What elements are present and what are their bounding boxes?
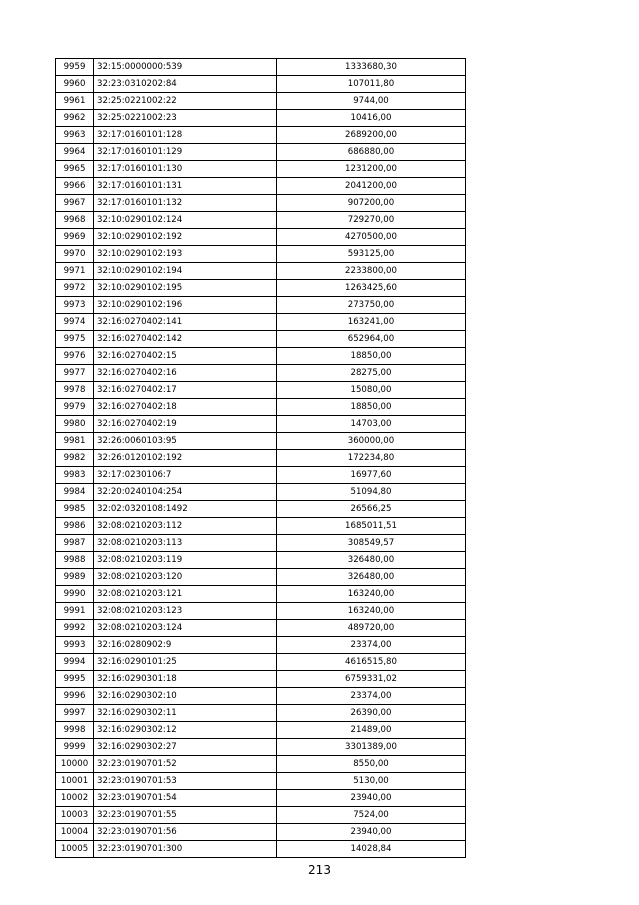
value-cell: 10416,00 <box>277 110 466 127</box>
value-cell: 6759331,02 <box>277 671 466 688</box>
cadastral-number-cell: 32:25:0221002:23 <box>94 110 277 127</box>
cadastral-number-cell: 32:23:0190701:300 <box>94 841 277 858</box>
table-row <box>56 756 466 773</box>
cadastral-number-cell: 32:08:0210203:119 <box>94 552 277 569</box>
cadastral-number-cell: 32:16:0290301:18 <box>94 671 277 688</box>
cadastral-number-cell: 32:16:0290302:27 <box>94 739 277 756</box>
table-row <box>56 416 466 433</box>
cadastral-number-cell: 32:23:0190701:54 <box>94 790 277 807</box>
value-cell: 172234,80 <box>277 450 466 467</box>
value-cell: 1685011,51 <box>277 518 466 535</box>
cadastral-number-cell: 32:16:0290302:12 <box>94 722 277 739</box>
page-number: 213 <box>308 863 331 877</box>
table-row <box>56 263 466 280</box>
row-number-cell: 9982 <box>56 450 94 467</box>
cadastral-number-cell: 32:16:0270402:141 <box>94 314 277 331</box>
cadastral-number-cell: 32:23:0190701:55 <box>94 807 277 824</box>
table-row <box>56 637 466 654</box>
cadastral-number-cell: 32:17:0160101:128 <box>94 127 277 144</box>
cadastral-number-cell: 32:08:0210203:121 <box>94 586 277 603</box>
row-number-cell: 9980 <box>56 416 94 433</box>
row-number-cell: 10003 <box>56 807 94 824</box>
row-number-cell: 9974 <box>56 314 94 331</box>
row-number-cell: 9967 <box>56 195 94 212</box>
cadastral-number-cell: 32:17:0160101:132 <box>94 195 277 212</box>
row-number-cell: 9985 <box>56 501 94 518</box>
table-row <box>56 246 466 263</box>
cadastral-number-cell: 32:23:0190701:52 <box>94 756 277 773</box>
value-cell: 2041200,00 <box>277 178 466 195</box>
row-number-cell: 9997 <box>56 705 94 722</box>
row-number-cell: 9963 <box>56 127 94 144</box>
table-row <box>56 127 466 144</box>
value-cell: 273750,00 <box>277 297 466 314</box>
value-cell: 360000,00 <box>277 433 466 450</box>
value-cell: 686880,00 <box>277 144 466 161</box>
value-cell: 1231200,00 <box>277 161 466 178</box>
cadastral-number-cell: 32:17:0160101:130 <box>94 161 277 178</box>
row-number-cell: 9979 <box>56 399 94 416</box>
row-number-cell: 9984 <box>56 484 94 501</box>
row-number-cell: 9986 <box>56 518 94 535</box>
cadastral-number-cell: 32:20:0240104:254 <box>94 484 277 501</box>
table-row <box>56 144 466 161</box>
table-body <box>56 59 466 858</box>
row-number-cell: 9975 <box>56 331 94 348</box>
table-row <box>56 76 466 93</box>
row-number-cell: 9960 <box>56 76 94 93</box>
cadastral-number-cell: 32:10:0290102:124 <box>94 212 277 229</box>
row-number-cell: 9994 <box>56 654 94 671</box>
value-cell: 14028,84 <box>277 841 466 858</box>
table-row <box>56 161 466 178</box>
value-cell: 5130,00 <box>277 773 466 790</box>
value-cell: 163241,00 <box>277 314 466 331</box>
row-number-cell: 9981 <box>56 433 94 450</box>
value-cell: 23374,00 <box>277 688 466 705</box>
table-row <box>56 314 466 331</box>
row-number-cell: 9987 <box>56 535 94 552</box>
value-cell: 7524,00 <box>277 807 466 824</box>
cadastral-number-cell: 32:23:0190701:56 <box>94 824 277 841</box>
cadastral-number-cell: 32:16:0290302:10 <box>94 688 277 705</box>
cadastral-number-cell: 32:16:0290101:25 <box>94 654 277 671</box>
value-cell: 9744,00 <box>277 93 466 110</box>
table-row <box>56 229 466 246</box>
table-row <box>56 569 466 586</box>
row-number-cell: 10000 <box>56 756 94 773</box>
table-row <box>56 399 466 416</box>
table-row <box>56 773 466 790</box>
row-number-cell: 9971 <box>56 263 94 280</box>
cadastral-number-cell: 32:08:0210203:112 <box>94 518 277 535</box>
value-cell: 907200,00 <box>277 195 466 212</box>
row-number-cell: 9990 <box>56 586 94 603</box>
value-cell: 28275,00 <box>277 365 466 382</box>
cadastral-number-cell: 32:25:0221002:22 <box>94 93 277 110</box>
value-cell: 326480,00 <box>277 552 466 569</box>
value-cell: 23940,00 <box>277 824 466 841</box>
table-row <box>56 824 466 841</box>
row-number-cell: 9999 <box>56 739 94 756</box>
table-row <box>56 331 466 348</box>
value-cell: 593125,00 <box>277 246 466 263</box>
value-cell: 16977,60 <box>277 467 466 484</box>
cadastral-number-cell: 32:26:0060103:95 <box>94 433 277 450</box>
table-row <box>56 535 466 552</box>
table-row <box>56 280 466 297</box>
value-cell: 23374,00 <box>277 637 466 654</box>
table-row <box>56 178 466 195</box>
row-number-cell: 9977 <box>56 365 94 382</box>
value-cell: 26566,25 <box>277 501 466 518</box>
table-row <box>56 671 466 688</box>
cadastral-number-cell: 32:10:0290102:192 <box>94 229 277 246</box>
cadastral-number-cell: 32:17:0160101:131 <box>94 178 277 195</box>
row-number-cell: 9991 <box>56 603 94 620</box>
table-row <box>56 450 466 467</box>
row-number-cell: 9968 <box>56 212 94 229</box>
row-number-cell: 9962 <box>56 110 94 127</box>
table-row <box>56 739 466 756</box>
table-row <box>56 110 466 127</box>
cadastral-number-cell: 32:08:0210203:124 <box>94 620 277 637</box>
cadastral-number-cell: 32:10:0290102:194 <box>94 263 277 280</box>
row-number-cell: 9961 <box>56 93 94 110</box>
table-row <box>56 297 466 314</box>
cadastral-number-cell: 32:16:0270402:19 <box>94 416 277 433</box>
value-cell: 1333680,30 <box>277 59 466 76</box>
value-cell: 326480,00 <box>277 569 466 586</box>
table-row <box>56 501 466 518</box>
cadastral-number-cell: 32:10:0290102:193 <box>94 246 277 263</box>
row-number-cell: 9964 <box>56 144 94 161</box>
table-row <box>56 518 466 535</box>
cadastral-number-cell: 32:26:0120102:192 <box>94 450 277 467</box>
table-row <box>56 722 466 739</box>
value-cell: 163240,00 <box>277 603 466 620</box>
value-cell: 163240,00 <box>277 586 466 603</box>
cadastral-number-cell: 32:23:0190701:53 <box>94 773 277 790</box>
table-row <box>56 552 466 569</box>
value-cell: 8550,00 <box>277 756 466 773</box>
cadastral-number-cell: 32:16:0290302:11 <box>94 705 277 722</box>
table-row <box>56 790 466 807</box>
row-number-cell: 9996 <box>56 688 94 705</box>
table-row <box>56 620 466 637</box>
row-number-cell: 10001 <box>56 773 94 790</box>
row-number-cell: 10002 <box>56 790 94 807</box>
table-row <box>56 348 466 365</box>
row-number-cell: 9972 <box>56 280 94 297</box>
data-table <box>55 58 466 858</box>
cadastral-number-cell: 32:17:0230106:7 <box>94 467 277 484</box>
table-row <box>56 807 466 824</box>
table-row <box>56 433 466 450</box>
row-number-cell: 9959 <box>56 59 94 76</box>
table-row <box>56 212 466 229</box>
cadastral-number-cell: 32:17:0160101:129 <box>94 144 277 161</box>
table-row <box>56 841 466 858</box>
value-cell: 308549,57 <box>277 535 466 552</box>
value-cell: 21489,00 <box>277 722 466 739</box>
row-number-cell: 10005 <box>56 841 94 858</box>
table-row <box>56 586 466 603</box>
value-cell: 729270,00 <box>277 212 466 229</box>
cadastral-number-cell: 32:16:0270402:18 <box>94 399 277 416</box>
row-number-cell: 9970 <box>56 246 94 263</box>
value-cell: 652964,00 <box>277 331 466 348</box>
row-number-cell: 9965 <box>56 161 94 178</box>
table-row <box>56 382 466 399</box>
row-number-cell: 9992 <box>56 620 94 637</box>
row-number-cell: 10004 <box>56 824 94 841</box>
row-number-cell: 9993 <box>56 637 94 654</box>
row-number-cell: 9988 <box>56 552 94 569</box>
cadastral-number-cell: 32:16:0270402:15 <box>94 348 277 365</box>
table-row <box>56 654 466 671</box>
value-cell: 15080,00 <box>277 382 466 399</box>
value-cell: 489720,00 <box>277 620 466 637</box>
cadastral-number-cell: 32:16:0280902:9 <box>94 637 277 654</box>
value-cell: 4270500,00 <box>277 229 466 246</box>
cadastral-number-cell: 32:16:0270402:16 <box>94 365 277 382</box>
cadastral-number-cell: 32:16:0270402:17 <box>94 382 277 399</box>
table-row <box>56 365 466 382</box>
row-number-cell: 9973 <box>56 297 94 314</box>
value-cell: 3301389,00 <box>277 739 466 756</box>
value-cell: 18850,00 <box>277 348 466 365</box>
table-row <box>56 484 466 501</box>
value-cell: 2233800,00 <box>277 263 466 280</box>
cadastral-number-cell: 32:10:0290102:196 <box>94 297 277 314</box>
table-row <box>56 705 466 722</box>
value-cell: 51094,80 <box>277 484 466 501</box>
table-row <box>56 93 466 110</box>
row-number-cell: 9969 <box>56 229 94 246</box>
value-cell: 107011,80 <box>277 76 466 93</box>
table-row <box>56 59 466 76</box>
cadastral-number-cell: 32:16:0270402:142 <box>94 331 277 348</box>
cadastral-number-cell: 32:10:0290102:195 <box>94 280 277 297</box>
value-cell: 14703,00 <box>277 416 466 433</box>
table-row <box>56 688 466 705</box>
row-number-cell: 9966 <box>56 178 94 195</box>
value-cell: 23940,00 <box>277 790 466 807</box>
cadastral-number-cell: 32:08:0210203:120 <box>94 569 277 586</box>
row-number-cell: 9976 <box>56 348 94 365</box>
row-number-cell: 9995 <box>56 671 94 688</box>
table-row <box>56 195 466 212</box>
row-number-cell: 9983 <box>56 467 94 484</box>
row-number-cell: 9998 <box>56 722 94 739</box>
table-row <box>56 467 466 484</box>
value-cell: 18850,00 <box>277 399 466 416</box>
row-number-cell: 9989 <box>56 569 94 586</box>
cadastral-number-cell: 32:15:0000000:539 <box>94 59 277 76</box>
value-cell: 4616515,80 <box>277 654 466 671</box>
cadastral-number-cell: 32:02:0320108:1492 <box>94 501 277 518</box>
row-number-cell: 9978 <box>56 382 94 399</box>
cadastral-number-cell: 32:08:0210203:113 <box>94 535 277 552</box>
value-cell: 26390,00 <box>277 705 466 722</box>
cadastral-number-cell: 32:08:0210203:123 <box>94 603 277 620</box>
table-row <box>56 603 466 620</box>
cadastral-number-cell: 32:23:0310202:84 <box>94 76 277 93</box>
value-cell: 2689200,00 <box>277 127 466 144</box>
value-cell: 1263425,60 <box>277 280 466 297</box>
